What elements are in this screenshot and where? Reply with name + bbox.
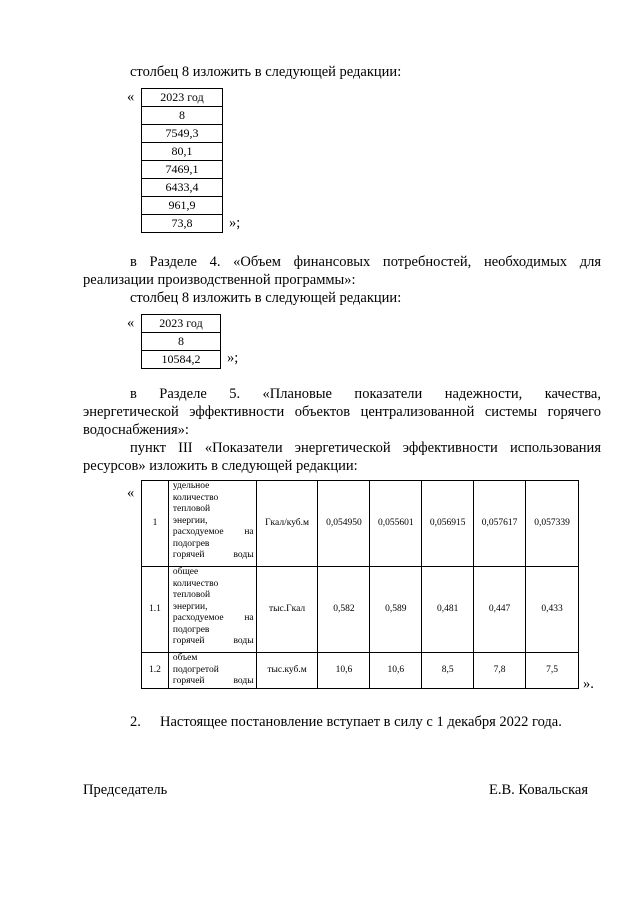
signature-title: Председатель <box>83 782 168 798</box>
table-row <box>142 567 579 653</box>
value-cell: 10,6 <box>318 653 370 689</box>
block3-table <box>141 480 579 689</box>
table-cell: 73,8 <box>142 215 223 233</box>
clause-number: 2. <box>130 714 141 730</box>
value-cell: 7,8 <box>474 653 526 689</box>
block2-intro: столбец 8 изложить в следующей редакции: <box>130 290 402 306</box>
description-line: горячей воды <box>172 550 254 560</box>
row-number: 1.1 <box>142 567 169 653</box>
description-line: расходуемое на <box>172 527 254 537</box>
description-line: объем <box>172 653 198 663</box>
block3-point-line2: ресурсов» изложить в следующей редакции: <box>83 458 358 474</box>
value-cell: 0,057617 <box>474 481 526 567</box>
block2-section-line1: в Разделе 4. «Объем финансовых потребностей, необходимых для <box>130 254 601 270</box>
indicator-description <box>168 653 256 689</box>
value-cell: 0,057339 <box>526 481 579 567</box>
value-cell: 0,054950 <box>318 481 370 567</box>
unit-cell: Гкал/куб.м <box>256 481 318 567</box>
table-row <box>142 653 579 689</box>
table-row <box>142 333 221 351</box>
table-header-row <box>142 89 223 107</box>
description-line: горячей воды <box>172 636 254 646</box>
indicator-description <box>168 567 256 653</box>
table-cell: 961,9 <box>142 197 223 215</box>
table-row <box>142 481 579 567</box>
block3-point-line1: пункт III «Показатели энергетической эффективности использования <box>130 440 601 456</box>
description-line: подогрев <box>172 624 210 635</box>
block2-table <box>141 314 221 369</box>
table-row <box>142 215 223 233</box>
value-cell: 0,447 <box>474 567 526 653</box>
block1-open-quote: « <box>127 89 135 105</box>
value-cell: 0,056915 <box>422 481 474 567</box>
table-cell: 80,1 <box>142 143 223 161</box>
block3-section-line3: водоснабжения»: <box>83 422 189 438</box>
table-cell: 10584,2 <box>142 351 221 369</box>
table-cell: 8 <box>142 107 223 125</box>
block2-close: »; <box>227 350 239 366</box>
description-line: тепловой <box>172 590 211 600</box>
table-cell: 7549,3 <box>142 125 223 143</box>
description-line: количество <box>172 492 219 503</box>
description-line: количество <box>172 578 219 589</box>
description-line: подогрев <box>172 538 210 549</box>
table-header-row <box>142 315 221 333</box>
description-line: горячей воды <box>172 676 254 686</box>
block1-close: »; <box>229 215 241 231</box>
table-cell: 8 <box>142 333 221 351</box>
block3-open-quote: « <box>127 485 135 501</box>
block1-intro: столбец 8 изложить в следующей редакции: <box>130 64 402 80</box>
block3-close: ». <box>583 676 594 692</box>
table-row <box>142 125 223 143</box>
unit-cell: тыс.куб.м <box>256 653 318 689</box>
clause-text: Настоящее постановление вступает в силу с 1 декабря 2022 года. <box>160 714 562 730</box>
signature-name: Е.В. Ковальская <box>489 782 589 798</box>
description-line: расходуемое на <box>172 613 254 623</box>
description-line: энергии, <box>172 515 208 526</box>
value-cell: 0,589 <box>370 567 422 653</box>
table-row <box>142 143 223 161</box>
description-line: общее <box>172 567 199 577</box>
block2-section-line2: реализации производственной программы»: <box>83 272 356 288</box>
block1-table <box>141 88 223 233</box>
description-line: тепловой <box>172 504 211 514</box>
indicator-description <box>168 481 256 567</box>
table-header-cell: 2023 год <box>142 315 221 333</box>
table-header-cell: 2023 год <box>142 89 223 107</box>
block3-section-line1: в Разделе 5. «Плановые показатели надежности, качества, <box>130 386 601 402</box>
table-row <box>142 161 223 179</box>
block3-section-line2: энергетической эффективности объектов централизованной системы горячего <box>83 404 601 420</box>
block2-open-quote: « <box>127 315 135 331</box>
value-cell: 0,055601 <box>370 481 422 567</box>
value-cell: 8,5 <box>422 653 474 689</box>
table-row <box>142 107 223 125</box>
table-row <box>142 179 223 197</box>
table-row <box>142 351 221 369</box>
value-cell: 7,5 <box>526 653 579 689</box>
value-cell: 10,6 <box>370 653 422 689</box>
value-cell: 0,481 <box>422 567 474 653</box>
table-row <box>142 197 223 215</box>
table-cell: 6433,4 <box>142 179 223 197</box>
table-cell: 7469,1 <box>142 161 223 179</box>
description-line: подогретой <box>172 664 219 675</box>
description-line: энергии, <box>172 601 208 612</box>
row-number: 1.2 <box>142 653 169 689</box>
row-number: 1 <box>142 481 169 567</box>
value-cell: 0,433 <box>526 567 579 653</box>
value-cell: 0,582 <box>318 567 370 653</box>
unit-cell: тыс.Гкал <box>256 567 318 653</box>
description-line: удельное <box>172 481 210 491</box>
